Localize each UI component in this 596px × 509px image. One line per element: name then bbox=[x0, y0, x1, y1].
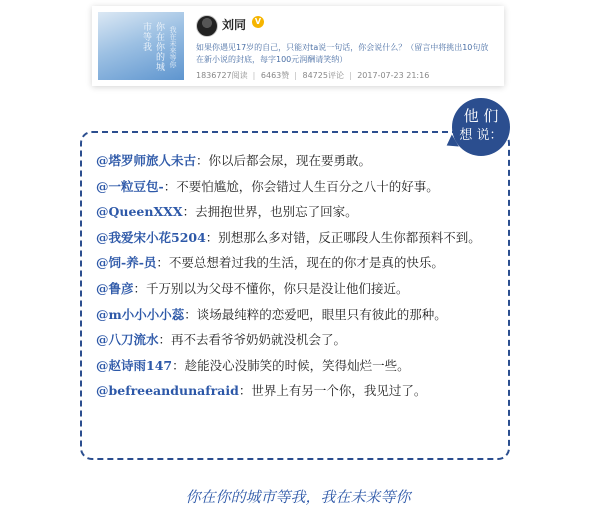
post-text: 如果你遇见17岁的自己，只能对ta说一句话，你会说什么？（留言中将挑出10句放在新小说的封底，每字100元润酬请笑纳） bbox=[196, 43, 489, 64]
quotes-list bbox=[96, 151, 506, 407]
quote-item bbox=[96, 177, 506, 203]
quote-author-link[interactable]: @QueenXXX bbox=[96, 204, 183, 220]
likes-count[interactable]: 6463赞 bbox=[260, 71, 290, 80]
quote-item bbox=[96, 381, 506, 407]
quote-author-link[interactable]: @m小小小小蕊 bbox=[96, 306, 185, 322]
quote-author-link[interactable]: @饲-养-员 bbox=[96, 255, 157, 271]
quote-text: ：你以后都会尿，现在要勇敢。 bbox=[196, 153, 372, 168]
quote-item bbox=[96, 228, 506, 254]
post-datetime: 2017-07-23 21:16 bbox=[357, 71, 430, 80]
quote-author-link[interactable]: @塔罗师旅人未古 bbox=[96, 153, 197, 168]
quote-author-link[interactable]: @鲁彦 bbox=[96, 280, 134, 296]
quote-author-link[interactable]: @befreeandunafraid bbox=[96, 383, 239, 399]
quote-text: ：谈场最纯粹的恋爱吧，眼里只有彼此的那种。 bbox=[184, 306, 447, 322]
quote-text: ：再不去看爷爷奶奶就没机会了。 bbox=[158, 332, 347, 348]
quote-author-link[interactable]: @我爱宋小花5204 bbox=[96, 229, 206, 245]
reads-count: 1836727阅读 bbox=[196, 71, 248, 80]
cover-subtitle: 我在未来等你 bbox=[169, 26, 177, 68]
they-say-speech-bubble bbox=[452, 98, 510, 156]
book-cover-image[interactable] bbox=[98, 12, 184, 80]
comments-count[interactable]: 84725评论 bbox=[302, 71, 344, 80]
quote-text: ：世界上有另一个你，我见过了。 bbox=[238, 383, 427, 399]
footer-slogan: 你在你的城市等我，我在未来等你 bbox=[185, 488, 411, 506]
quote-text: ：不要怕尴尬，你会错过人生百分之八十的好事。 bbox=[163, 178, 439, 194]
post-stats: 1836727阅读 | 6463赞 | 84725评论 | 2017-07-23 21:16 bbox=[196, 71, 430, 80]
quote-item bbox=[96, 330, 506, 356]
quote-text: ：去拥抱世界，也别忘了回家。 bbox=[182, 204, 358, 220]
quote-author-link[interactable]: @一粒豆包- bbox=[96, 178, 164, 194]
quote-item bbox=[96, 305, 506, 331]
quote-text: ：不要总想着过我的生活，现在的你才是真的快乐。 bbox=[156, 255, 444, 271]
quote-text: ：趁能没心没肺笑的时候，笑得灿烂一些。 bbox=[172, 357, 410, 373]
quote-item bbox=[96, 202, 506, 228]
weibo-post-card bbox=[92, 6, 504, 86]
cover-title: 你在你的城市等我 bbox=[141, 22, 164, 72]
quote-author-link[interactable]: @八刀流水 bbox=[96, 332, 159, 348]
author-avatar[interactable] bbox=[196, 15, 218, 37]
quote-item bbox=[96, 253, 506, 279]
bubble-line-2: 想 说： bbox=[459, 128, 503, 143]
author-name[interactable]: 刘同 bbox=[222, 18, 247, 32]
quote-author-link[interactable]: @赵诗雨147 bbox=[96, 357, 173, 373]
quote-item bbox=[96, 356, 506, 382]
quote-text: ：别想那么多对错，反正哪段人生你都预料不到。 bbox=[205, 229, 481, 245]
verified-badge-icon: V bbox=[252, 16, 264, 28]
quote-text: ：千万别以为父母不懂你，你只是没让他们接近。 bbox=[133, 280, 409, 296]
quote-item bbox=[96, 279, 506, 305]
quote-item bbox=[96, 151, 506, 177]
bubble-line-1: 他 们 bbox=[463, 107, 499, 125]
